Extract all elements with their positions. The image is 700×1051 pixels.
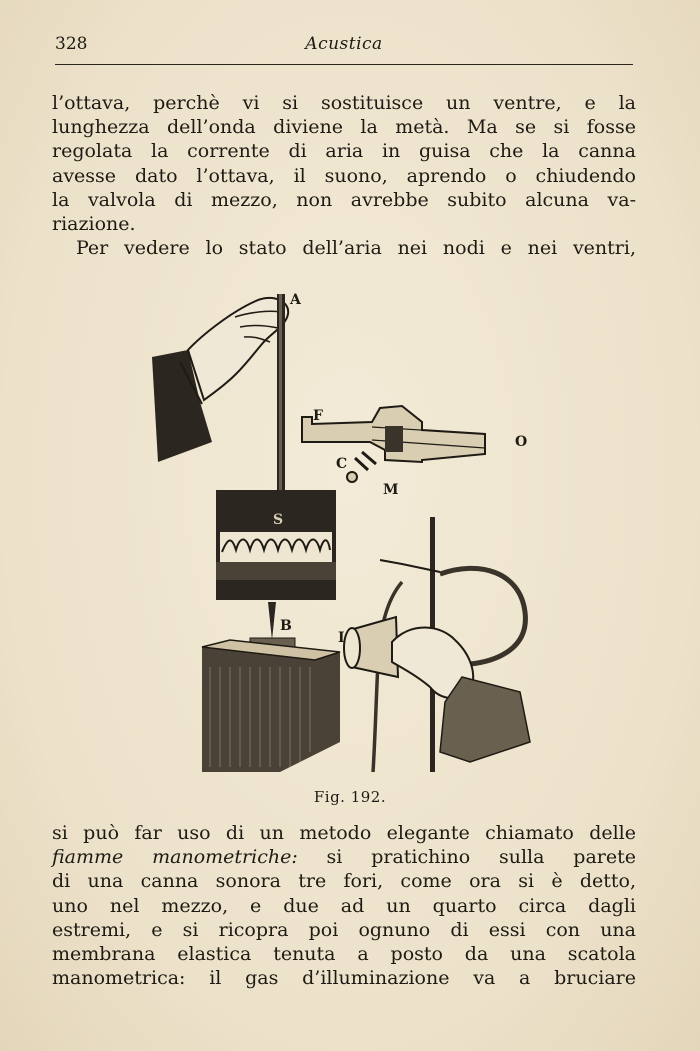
figure-caption: Fig. 192.: [313, 788, 387, 806]
text-line: regolata la corrente di aria in guisa che la canna: [52, 140, 636, 163]
paragraph-top: [52, 91, 636, 260]
text-line: avesse dato l’ottava, il suono, aprendo o chiudendo: [52, 164, 636, 187]
text-line: di una canna sonora tre fori, come ora si è detto,: [52, 870, 636, 893]
text-line: Per vedere lo stato dell’aria nei nodi e nei ventri,: [76, 237, 636, 260]
pipe-mouthpiece-illustration: [302, 406, 485, 482]
support-block-illustration: [202, 602, 340, 772]
label-i: I: [338, 630, 345, 646]
header-rule: [55, 64, 633, 65]
text-line: membrana elastica tenuta a posto da una scatola: [52, 942, 636, 965]
page-header: [55, 34, 633, 60]
label-m: M: [383, 482, 399, 498]
rod-illustration: [277, 294, 285, 494]
label-o: O: [515, 434, 528, 450]
label-a: A: [290, 292, 301, 308]
paragraph-bottom: [52, 821, 636, 990]
text-line: [52, 845, 636, 869]
text-line: la valvola di mezzo, non avrebbe subito alcuna va-: [52, 188, 636, 211]
page-number: 328: [55, 34, 88, 54]
text-line: lunghezza dell’onda diviene la metà. Ma se si fosse: [52, 116, 636, 139]
text-run: si pratichino sulla parete: [297, 846, 636, 869]
text-line: riazione.: [52, 212, 136, 235]
box-illustration: [216, 490, 336, 600]
manometric-apparatus-illustration: [344, 517, 530, 772]
label-f: F: [313, 408, 323, 424]
text-line: si può far uso di un metodo elegante chiamato delle: [52, 822, 636, 844]
figure-illustration: [140, 282, 540, 777]
text-line: uno nel mezzo, e due ad un quarto circa dagli: [52, 894, 636, 917]
text-line: estremi, e si ricopra poi ognuno di essi con una: [52, 918, 636, 941]
running-head: Acustica: [305, 34, 383, 54]
label-s: S: [273, 512, 284, 528]
label-c: C: [336, 456, 348, 472]
text-line: manometrica: il gas d’illuminazione va a bruciare: [52, 967, 636, 990]
label-b: B: [280, 618, 292, 634]
text-line: l’ottava, perchè vi si sostituisce un ventre, e la: [52, 92, 636, 114]
left-hand-illustration: [152, 298, 288, 462]
italic-term: fiamme manometriche:: [52, 846, 298, 869]
